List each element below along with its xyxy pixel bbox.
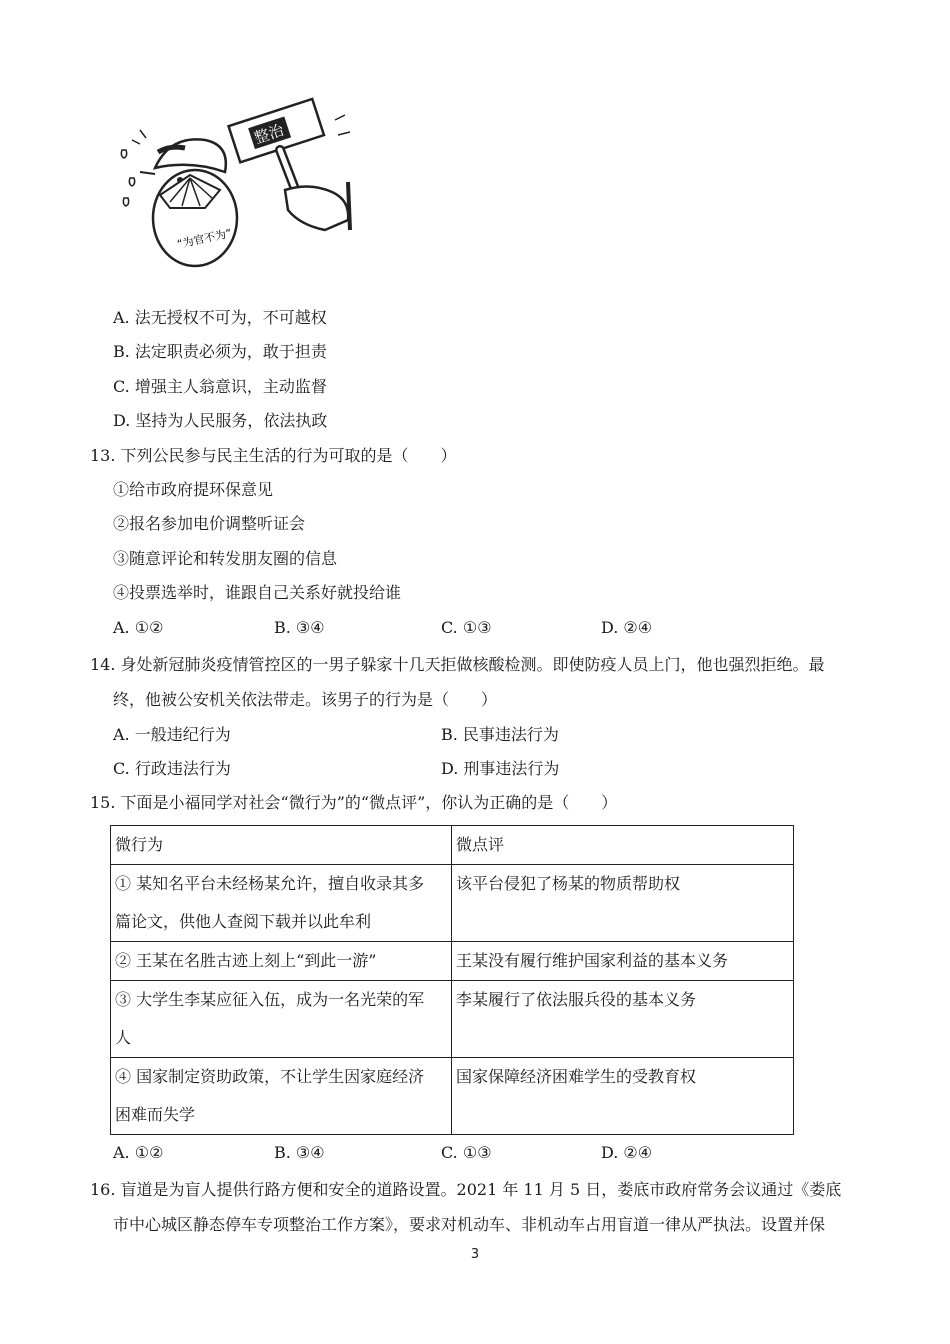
table-header-row: [111, 826, 794, 865]
behavior-line: 篇论文，供他人查阅下载并以此牟利: [115, 912, 372, 931]
q12-option-b: B. 法定职责必须为，敢于担责: [113, 342, 327, 361]
q15-stem: 15. 下面是小福同学对社会“微行为”的“微点评”，你认为正确的是（ ）: [90, 793, 618, 812]
table-header-comment: 微点评: [452, 826, 794, 865]
table-cell-comment: 该平台侵犯了杨某的物质帮助权: [452, 865, 794, 942]
q14-stem-line1: 14. 身处新冠肺炎疫情管控区的一男子躲家十几天拒做核酸检测。即使防疫人员上门，他也强烈拒绝。最: [90, 655, 825, 674]
egg-label: “为官不为”: [175, 226, 233, 251]
table-cell-comment: 李某履行了依法服兵役的基本义务: [452, 981, 794, 1058]
behavior-line: ③ 大学生李某应征入伍，成为一名光荣的军: [115, 990, 425, 1009]
q15-choice-b: B. ③④: [274, 1143, 325, 1162]
q14-choice-b: B. 民事违法行为: [441, 725, 559, 744]
table-cell-behavior: [111, 942, 452, 981]
table-row: [111, 865, 794, 942]
q13-choice-b: B. ③④: [274, 618, 325, 637]
q14-choice-d: D. 刑事违法行为: [441, 759, 560, 778]
behavior-line: 人: [115, 1028, 132, 1047]
q13-item-1: ①给市政府提环保意见: [113, 480, 274, 499]
behavior-line: ④ 国家制定资助政策，不让学生因家庭经济: [115, 1067, 425, 1086]
table-cell-comment: 王某没有履行维护国家利益的基本义务: [452, 942, 794, 981]
behavior-line: ② 王某在名胜古迹上刻上“到此一游”: [115, 951, 377, 970]
page-number: 3: [470, 1247, 480, 1262]
q16-stem-line1: 16. 盲道是为盲人提供行路方便和安全的道路设置。2021 年 11 月 5 日，娄底市政府常务会议通过《娄底: [90, 1180, 842, 1199]
q12-option-d: D. 坚持为人民服务，依法执政: [113, 411, 328, 430]
cartoon-illustration: [110, 90, 360, 270]
behavior-line: ① 某知名平台未经杨某允许，擅自收录其多: [115, 874, 425, 893]
q15-choice-a: A. ①②: [113, 1143, 164, 1162]
q13-choice-d: D. ②④: [601, 618, 653, 637]
q15-choice-c: C. ①③: [441, 1143, 492, 1162]
q15-table: [110, 825, 794, 1135]
behavior-line: 困难而失学: [115, 1105, 196, 1124]
q12-option-a: A. 法无授权不可为，不可越权: [113, 308, 327, 327]
table-cell-comment: 国家保障经济困难学生的受教育权: [452, 1058, 794, 1135]
q16-stem-line2: 市中心城区静态停车专项整治工作方案》，要求对机动车、非机动车占用盲道一律从严执法。设置并保: [113, 1215, 826, 1234]
table-row: [111, 1058, 794, 1135]
table-row: [111, 942, 794, 981]
hammer-label: 整治: [251, 120, 287, 148]
table-row: [111, 981, 794, 1058]
q12-option-c: C. 增强主人翁意识，主动监督: [113, 377, 327, 396]
q13-choice-a: A. ①②: [113, 618, 164, 637]
q13-item-2: ②报名参加电价调整听证会: [113, 514, 306, 533]
table-header-behavior: 微行为: [111, 826, 452, 865]
q13-item-4: ④投票选举时，谁跟自己关系好就投给谁: [113, 583, 402, 602]
q13-item-3: ③随意评论和转发朋友圈的信息: [113, 549, 338, 568]
q13-choice-c: C. ①③: [441, 618, 492, 637]
table-cell-behavior: [111, 865, 452, 942]
q13-stem: 13. 下列公民参与民主生活的行为可取的是（ ）: [90, 446, 457, 465]
q14-stem-line2: 终，他被公安机关依法带走。该男子的行为是（ ）: [113, 690, 498, 709]
table-cell-behavior: [111, 981, 452, 1058]
q14-choice-a: A. 一般违纪行为: [113, 725, 231, 744]
q14-choice-c: C. 行政违法行为: [113, 759, 231, 778]
table-cell-behavior: [111, 1058, 452, 1135]
q15-choice-d: D. ②④: [601, 1143, 653, 1162]
